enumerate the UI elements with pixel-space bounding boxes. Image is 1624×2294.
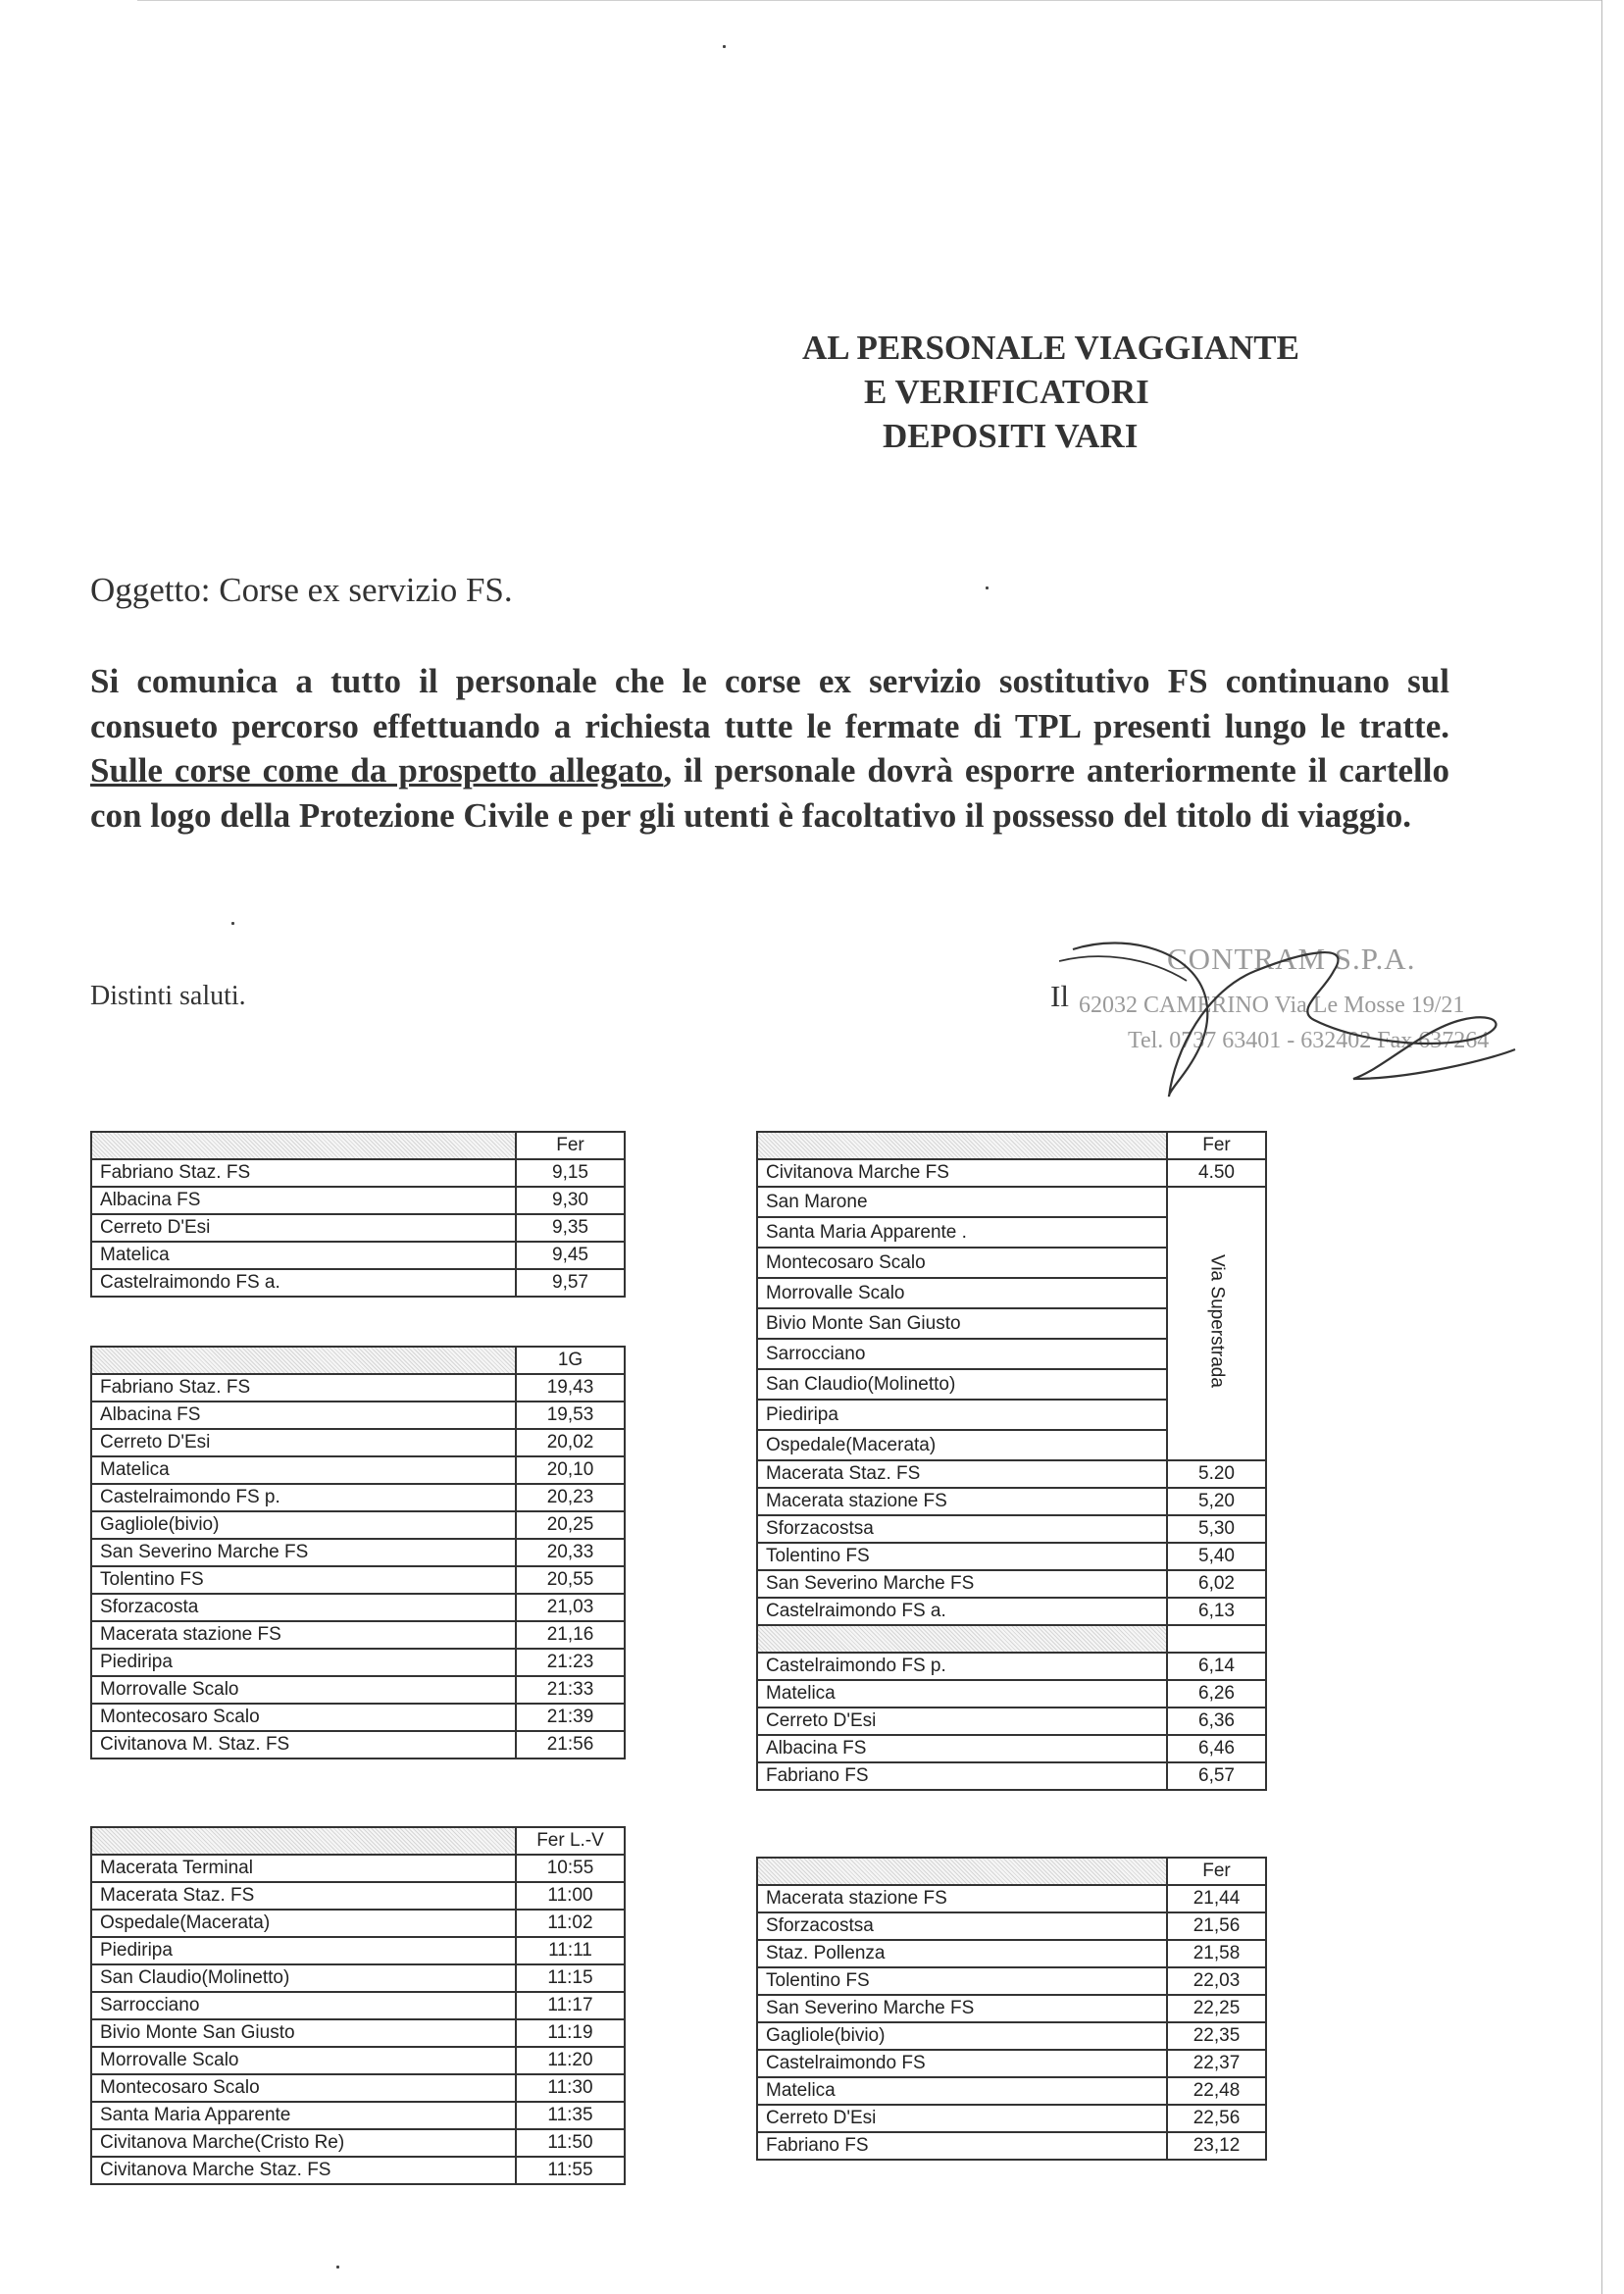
timetable-1	[90, 1131, 626, 1298]
table-row	[91, 2019, 625, 2047]
departure-time: 22,03	[1167, 1967, 1266, 1995]
stop-name: San Severino Marche FS	[757, 1570, 1167, 1598]
stop-name: Macerata stazione FS	[757, 1488, 1167, 1515]
stamp-address: 62032 CAMERINO Via Le Mosse 19/21	[1079, 993, 1465, 1018]
redacted-header-cell	[757, 1132, 1167, 1159]
departure-time: 5,40	[1167, 1543, 1266, 1570]
redacted-header-cell	[91, 1827, 516, 1855]
stop-name: Cerreto D'Esi	[757, 1708, 1167, 1735]
scan-right-edge	[1601, 0, 1602, 2294]
departure-time: 6,57	[1167, 1762, 1266, 1790]
stop-name: Civitanova M. Staz. FS	[91, 1731, 516, 1759]
departure-time: 11:17	[516, 1992, 625, 2019]
table-row	[757, 1680, 1266, 1708]
recipient-line: AL PERSONALE VIAGGIANTE	[802, 329, 1299, 367]
departure-time: 6,26	[1167, 1680, 1266, 1708]
recipient-block	[802, 326, 1351, 458]
stop-name: Sforzacostsa	[757, 1912, 1167, 1940]
departure-time: 9,45	[516, 1242, 625, 1269]
table-row	[757, 1708, 1266, 1735]
stop-name: Montecosaro Scalo	[91, 1704, 516, 1731]
stop-name: Matelica	[757, 1680, 1167, 1708]
stop-name: Bivio Monte San Giusto	[91, 2019, 516, 2047]
table-row	[757, 2050, 1266, 2077]
table-row	[757, 1912, 1266, 1940]
stop-name: Castelraimondo FS p.	[91, 1484, 516, 1511]
table-row	[91, 1511, 625, 1539]
stop-name: Piediripa	[91, 1649, 516, 1676]
table-row	[757, 1570, 1266, 1598]
table-row	[91, 1402, 625, 1429]
body-underlined-text: Sulle corse come da prospetto allegato	[90, 751, 664, 790]
table-row	[91, 1910, 625, 1937]
departure-time: 23,12	[1167, 2132, 1266, 2160]
table-header-row	[91, 1132, 625, 1159]
table-row	[757, 1995, 1266, 2022]
table-row	[91, 1992, 625, 2019]
table-row	[91, 1621, 625, 1649]
table-row	[757, 1598, 1266, 1625]
table-body	[91, 1159, 625, 1297]
table-row	[757, 1460, 1266, 1488]
stop-name: Civitanova Marche Staz. FS	[91, 2157, 516, 2184]
table-row	[757, 2132, 1266, 2160]
stop-name: Castelraimondo FS	[757, 2050, 1167, 2077]
empty-cell	[1167, 1625, 1266, 1653]
departure-time: 11:50	[516, 2129, 625, 2157]
stop-name: Tolentino FS	[757, 1967, 1167, 1995]
table-body	[757, 1885, 1266, 2160]
stop-name: Matelica	[757, 2077, 1167, 2105]
timetable-5	[756, 1857, 1267, 2161]
departure-time: 5,30	[1167, 1515, 1266, 1543]
redacted-header-cell	[91, 1132, 516, 1159]
table-row	[757, 1515, 1266, 1543]
departure-time: 20,55	[516, 1566, 625, 1594]
departure-time: 9,15	[516, 1159, 625, 1187]
stop-name: Castelraimondo FS a.	[91, 1269, 516, 1297]
stamp-phone: Tel. 0737 63401 - 632402 Fax 637264	[1128, 1028, 1490, 1053]
stop-name: Morrovalle Scalo	[91, 2047, 516, 2074]
stop-name: Matelica	[91, 1242, 516, 1269]
departure-time: 20,02	[516, 1429, 625, 1456]
table-row	[91, 1704, 625, 1731]
stop-name: Piediripa	[757, 1400, 1167, 1430]
departure-time: 6,36	[1167, 1708, 1266, 1735]
departure-time: 11:02	[516, 1910, 625, 1937]
departure-time: 19,53	[516, 1402, 625, 1429]
departure-time: 21,58	[1167, 1940, 1266, 1967]
departure-time: 10:55	[516, 1855, 625, 1882]
table-row	[757, 1762, 1266, 1790]
table-row	[91, 1855, 625, 1882]
table-row	[91, 1882, 625, 1910]
departure-time: 22,48	[1167, 2077, 1266, 2105]
signature-prefix: Il	[1050, 979, 1069, 1013]
table-row	[91, 1269, 625, 1297]
table-row	[91, 2047, 625, 2074]
stop-name: Tolentino FS	[91, 1566, 516, 1594]
scan-top-edge	[137, 0, 1602, 1]
table-row	[757, 1653, 1266, 1680]
redacted-header-cell	[91, 1347, 516, 1374]
departure-time: 19,43	[516, 1374, 625, 1402]
table-row	[757, 1735, 1266, 1762]
table-row	[91, 1594, 625, 1621]
departure-time: 21,44	[1167, 1885, 1266, 1912]
stop-name: Albacina FS	[91, 1187, 516, 1214]
stop-name: Civitanova Marche FS	[757, 1159, 1167, 1187]
body-text-end: , il personale dovrà esporre anteriormente il cartello con logo della Protezione Civile e per gli utenti è facoltativo il possesso del titolo di viaggio.	[90, 751, 1449, 835]
stop-name: Albacina FS	[91, 1402, 516, 1429]
table-row	[91, 1214, 625, 1242]
stop-name: Fabriano FS	[757, 1762, 1167, 1790]
body-paragraph	[90, 659, 1449, 838]
departure-time: 11:15	[516, 1964, 625, 1992]
stop-name: Cerreto D'Esi	[91, 1429, 516, 1456]
departure-time: 9,35	[516, 1214, 625, 1242]
service-header: Fer L.-V	[516, 1827, 625, 1855]
table-row	[91, 1429, 625, 1456]
departure-time: 9,30	[516, 1187, 625, 1214]
recipient-line: DEPOSITI VARI	[883, 417, 1139, 455]
departure-time: 21:39	[516, 1704, 625, 1731]
table-row	[91, 2129, 625, 2157]
stop-name: San Severino Marche FS	[757, 1995, 1167, 2022]
via-superstrada-cell	[1167, 1187, 1266, 1460]
table-row	[757, 1187, 1266, 1217]
table-body	[91, 1855, 625, 2184]
timetable-4	[756, 1131, 1267, 1791]
departure-time: 21:33	[516, 1676, 625, 1704]
stop-name: Macerata Staz. FS	[757, 1460, 1167, 1488]
subject-line: Oggetto: Corse ex servizio FS.	[90, 571, 513, 609]
stop-name: Ospedale(Macerata)	[757, 1430, 1167, 1460]
departure-time: 21:23	[516, 1649, 625, 1676]
stop-name: Macerata Terminal	[91, 1855, 516, 1882]
stop-name: Macerata stazione FS	[91, 1621, 516, 1649]
service-header: 1G	[516, 1347, 625, 1374]
stop-name: Sarrocciano	[91, 1992, 516, 2019]
stop-name: Fabriano FS	[757, 2132, 1167, 2160]
table-row	[757, 2105, 1266, 2132]
departure-time: 20,33	[516, 1539, 625, 1566]
table-row	[91, 1649, 625, 1676]
table-row	[91, 1374, 625, 1402]
table-row	[757, 1967, 1266, 1995]
table-row	[757, 1543, 1266, 1570]
table-row	[91, 2074, 625, 2102]
table-row	[91, 2102, 625, 2129]
departure-time: 5,20	[1167, 1488, 1266, 1515]
departure-time: 5.20	[1167, 1460, 1266, 1488]
service-header: Fer	[516, 1132, 625, 1159]
stop-name: Piediripa	[91, 1937, 516, 1964]
table-body	[757, 1460, 1266, 1625]
stop-name: Santa Maria Apparente	[91, 2102, 516, 2129]
departure-time: 22,56	[1167, 2105, 1266, 2132]
departure-time: 6,46	[1167, 1735, 1266, 1762]
timetable-2	[90, 1346, 626, 1759]
table-row	[91, 1676, 625, 1704]
departure-time: 6,14	[1167, 1653, 1266, 1680]
stop-name: Morrovalle Scalo	[757, 1278, 1167, 1308]
stop-name: San Claudio(Molinetto)	[91, 1964, 516, 1992]
departure-time: 21,03	[516, 1594, 625, 1621]
table-row	[91, 1731, 625, 1759]
stamp-company: CONTRAM S.P.A.	[1167, 942, 1416, 976]
departure-time: 11:11	[516, 1937, 625, 1964]
scan-speck	[231, 922, 234, 925]
departure-time: 6,13	[1167, 1598, 1266, 1625]
table-row	[757, 2077, 1266, 2105]
scan-speck	[723, 45, 726, 48]
stop-name: Cerreto D'Esi	[91, 1214, 516, 1242]
via-superstrada-label: Via Superstrada	[1206, 1253, 1228, 1388]
service-header: Fer	[1167, 1132, 1266, 1159]
scan-speck	[336, 2266, 339, 2269]
departure-time: 11:30	[516, 2074, 625, 2102]
table-row	[91, 1242, 625, 1269]
stop-name: Bivio Monte San Giusto	[757, 1308, 1167, 1339]
departure-time: 20,23	[516, 1484, 625, 1511]
stop-name: Gagliole(bivio)	[757, 2022, 1167, 2050]
body-text-start: Si comunica a tutto il personale che le corse ex servizio sostitutivo FS continuano sul consueto percorso effettuando a richiesta tutte le fermate di TPL presenti lungo le tratte.	[90, 662, 1449, 745]
stop-name: Sforzacosta	[91, 1594, 516, 1621]
table-header-row	[757, 1132, 1266, 1159]
stop-name: Sforzacostsa	[757, 1515, 1167, 1543]
stop-name: Castelraimondo FS a.	[757, 1598, 1167, 1625]
departure-time: 6,02	[1167, 1570, 1266, 1598]
departure-time: 22,25	[1167, 1995, 1266, 2022]
departure-time: 4.50	[1167, 1159, 1266, 1187]
stop-name: San Severino Marche FS	[91, 1539, 516, 1566]
handwritten-signature	[1059, 932, 1520, 1098]
timetable-3	[90, 1826, 626, 2185]
service-header: Fer	[1167, 1858, 1266, 1885]
stop-name: Morrovalle Scalo	[91, 1676, 516, 1704]
stop-name: Fabriano Staz. FS	[91, 1374, 516, 1402]
stop-name: Ospedale(Macerata)	[91, 1910, 516, 1937]
departure-time: 21:56	[516, 1731, 625, 1759]
table-row	[91, 1964, 625, 1992]
stop-name: Castelraimondo FS p.	[757, 1653, 1167, 1680]
table-header-row	[91, 1827, 625, 1855]
departure-time: 9,57	[516, 1269, 625, 1297]
departure-time: 21,56	[1167, 1912, 1266, 1940]
stop-name: San Claudio(Molinetto)	[757, 1369, 1167, 1400]
stop-name: Matelica	[91, 1456, 516, 1484]
stop-name: Macerata Staz. FS	[91, 1882, 516, 1910]
departure-time: 11:19	[516, 2019, 625, 2047]
stop-name: Fabriano Staz. FS	[91, 1159, 516, 1187]
departure-time: 21,16	[516, 1621, 625, 1649]
redacted-section-cell	[757, 1625, 1167, 1653]
stop-name: San Marone	[757, 1187, 1167, 1217]
departure-time: 22,35	[1167, 2022, 1266, 2050]
stop-name: Montecosaro Scalo	[91, 2074, 516, 2102]
stop-name: Civitanova Marche(Cristo Re)	[91, 2129, 516, 2157]
table-row	[91, 1566, 625, 1594]
table-row	[91, 1484, 625, 1511]
stop-name: Cerreto D'Esi	[757, 2105, 1167, 2132]
table-body	[91, 1374, 625, 1759]
departure-time: 20,10	[516, 1456, 625, 1484]
stop-name: Sarrocciano	[757, 1339, 1167, 1369]
stop-name: Montecosaro Scalo	[757, 1248, 1167, 1278]
table-row	[91, 1937, 625, 1964]
table-header-row	[91, 1347, 625, 1374]
table-body	[757, 1653, 1266, 1790]
departure-time: 11:55	[516, 2157, 625, 2184]
stop-name: Albacina FS	[757, 1735, 1167, 1762]
stop-name: Macerata stazione FS	[757, 1885, 1167, 1912]
table-row	[757, 1940, 1266, 1967]
table-section-header	[757, 1625, 1266, 1653]
table-row	[757, 2022, 1266, 2050]
table-header-row	[757, 1858, 1266, 1885]
recipient-line: E VERIFICATORI	[864, 373, 1149, 411]
redacted-header-cell	[757, 1858, 1167, 1885]
table-row	[91, 2157, 625, 2184]
departure-time: 11:20	[516, 2047, 625, 2074]
stop-name: Staz. Pollenza	[757, 1940, 1167, 1967]
departure-time: 22,37	[1167, 2050, 1266, 2077]
stop-name: Gagliole(bivio)	[91, 1511, 516, 1539]
greeting: Distinti saluti.	[90, 981, 246, 1011]
scan-speck	[986, 586, 989, 589]
departure-time: 20,25	[516, 1511, 625, 1539]
departure-time: 11:00	[516, 1882, 625, 1910]
table-row	[91, 1539, 625, 1566]
via-superstrada-block	[757, 1187, 1266, 1460]
stop-name: Tolentino FS	[757, 1543, 1167, 1570]
table-row	[757, 1488, 1266, 1515]
departure-time: 11:35	[516, 2102, 625, 2129]
stop-name: Santa Maria Apparente .	[757, 1217, 1167, 1248]
table-row	[757, 1159, 1266, 1187]
table-row	[91, 1159, 625, 1187]
table-row	[91, 1187, 625, 1214]
table-row	[91, 1456, 625, 1484]
table-row	[757, 1885, 1266, 1912]
